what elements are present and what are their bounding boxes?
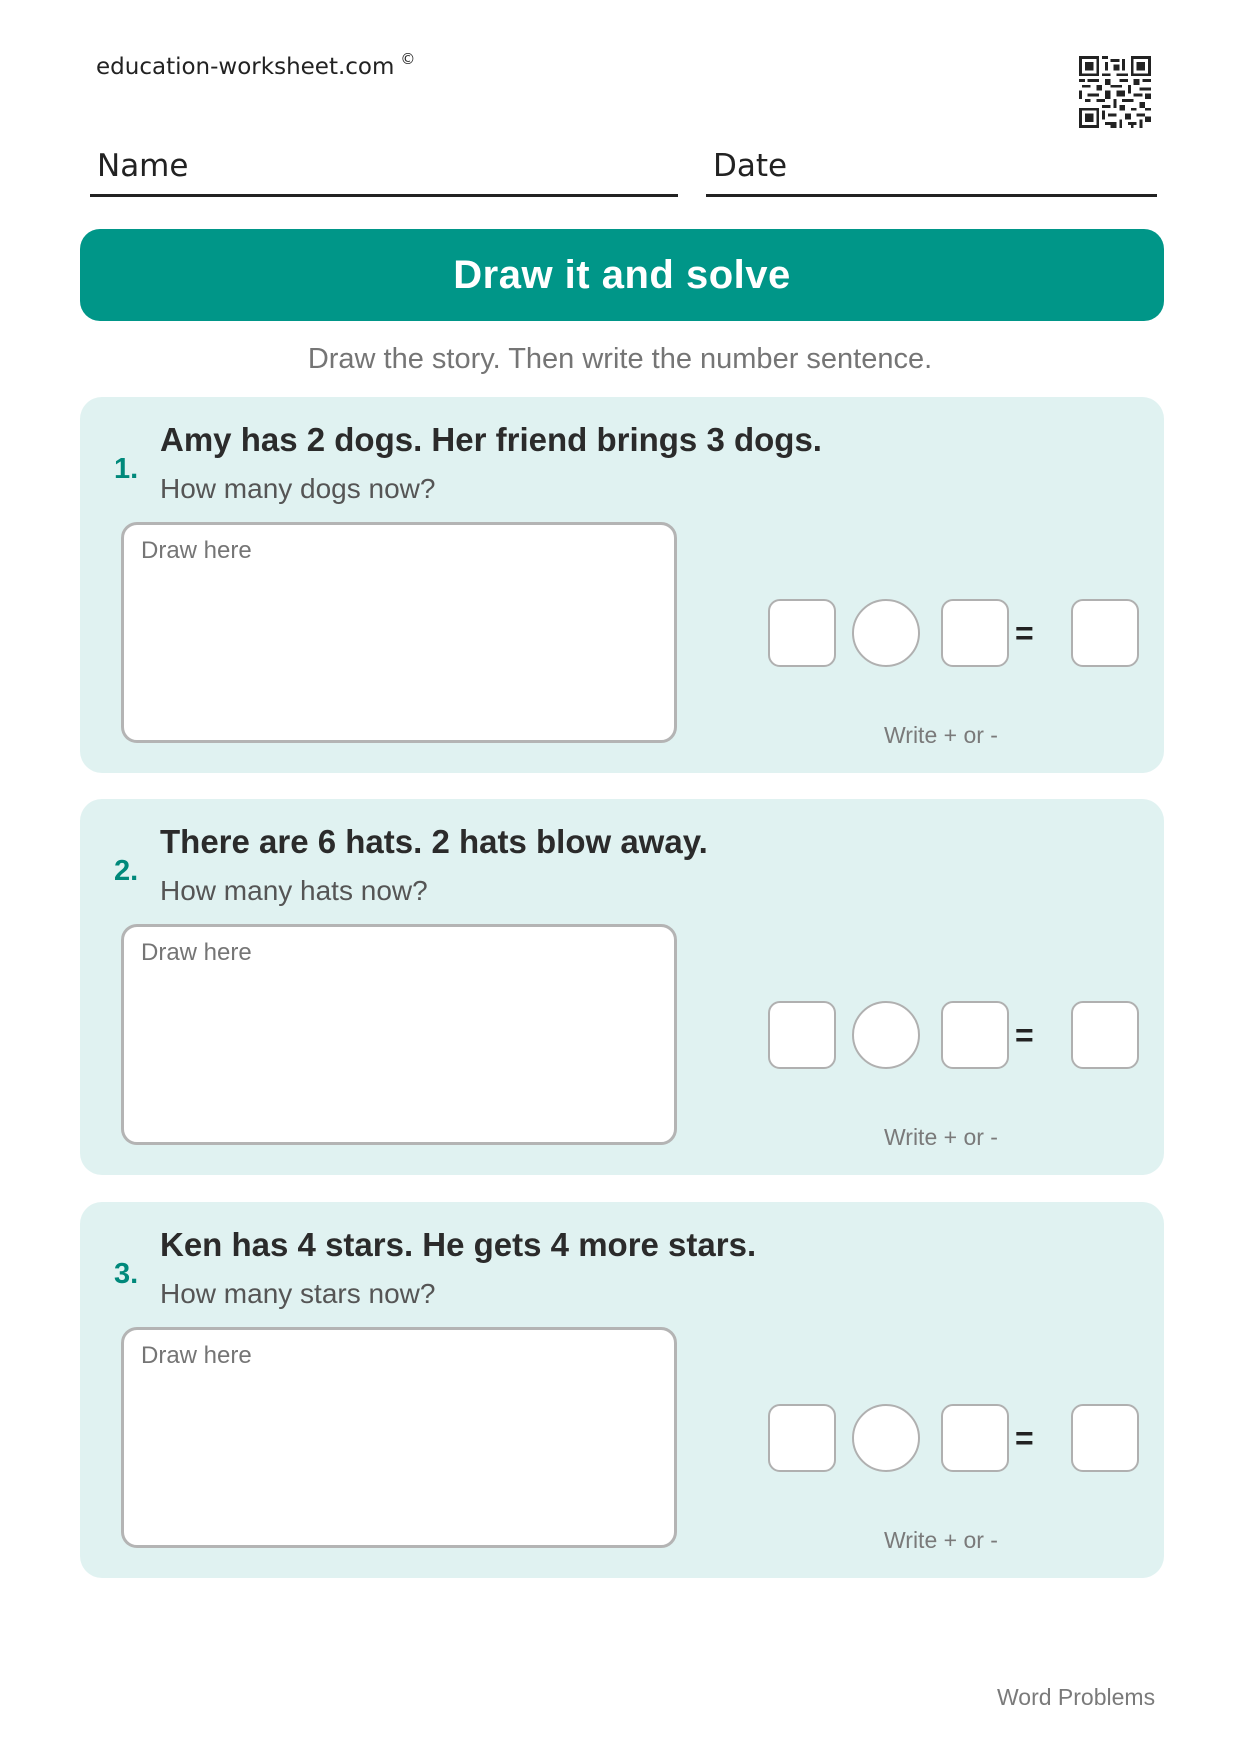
problem-question: Amy has 2 dogs. Her friend brings 3 dogs.: [160, 421, 822, 458]
drawing-area-label: Draw here: [141, 939, 252, 966]
first-number-box[interactable]: [768, 599, 836, 667]
name-label: Name: [97, 148, 189, 184]
drawing-area[interactable]: [121, 1327, 677, 1548]
instruction-text: Draw the story. Then write the number sentence.: [307, 343, 933, 375]
problem-question: Ken has 4 stars. He gets 4 more stars.: [160, 1226, 757, 1263]
qr-code-icon: [1079, 56, 1151, 128]
name-field[interactable]: [90, 140, 678, 197]
equals-sign: =: [1015, 615, 1034, 651]
first-number-box[interactable]: [768, 1404, 836, 1472]
problem-card-2: [80, 799, 1164, 1175]
problem-card-3: [80, 1202, 1164, 1578]
problem-subquestion: How many stars now?: [160, 1278, 436, 1309]
answer-box[interactable]: [1071, 1001, 1139, 1069]
copyright-mark: ©: [400, 50, 416, 68]
problem-number: 3.: [114, 1258, 139, 1290]
operator-circle[interactable]: [852, 599, 920, 667]
operator-hint: Write + or -: [884, 1527, 998, 1553]
drawing-area[interactable]: [121, 924, 677, 1145]
operator-hint: Write + or -: [884, 1124, 998, 1150]
drawing-area[interactable]: [121, 522, 677, 743]
equals-sign: =: [1015, 1420, 1034, 1456]
drawing-area-label: Draw here: [141, 1342, 252, 1369]
problem-number: 1.: [114, 453, 139, 485]
problem-question: There are 6 hats. 2 hats blow away.: [160, 823, 708, 860]
footer-label: Word Problems: [997, 1684, 1156, 1710]
answer-box[interactable]: [1071, 1404, 1139, 1472]
problem-subquestion: How many hats now?: [160, 875, 428, 906]
first-number-box[interactable]: [768, 1001, 836, 1069]
equals-sign: =: [1015, 1017, 1034, 1053]
problem-subquestion: How many dogs now?: [160, 473, 436, 504]
worksheet-title: Draw it and solve: [80, 229, 1164, 321]
operator-circle[interactable]: [852, 1404, 920, 1472]
second-number-box[interactable]: [941, 1001, 1009, 1069]
operator-circle[interactable]: [852, 1001, 920, 1069]
date-field[interactable]: [706, 140, 1157, 197]
problem-number: 2.: [114, 855, 139, 887]
second-number-box[interactable]: [941, 599, 1009, 667]
site-url: education-worksheet.com: [96, 54, 395, 80]
drawing-area-label: Draw here: [141, 537, 252, 564]
operator-hint: Write + or -: [884, 722, 998, 748]
site-name: [96, 50, 415, 80]
answer-box[interactable]: [1071, 599, 1139, 667]
date-label: Date: [713, 148, 788, 184]
problem-card-1: [80, 397, 1164, 773]
second-number-box[interactable]: [941, 1404, 1009, 1472]
